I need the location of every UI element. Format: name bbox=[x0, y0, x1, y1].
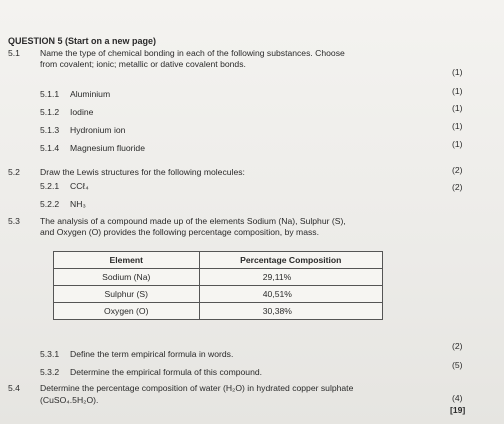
percentage-value: 30,38% bbox=[262, 306, 292, 316]
table-cell-element: Sulphur (S) bbox=[54, 286, 200, 303]
q5-1-4-marks: (1) bbox=[452, 139, 463, 149]
q5-3-2-text: Determine the empirical formula of this compound. bbox=[70, 367, 263, 377]
q5-1-4-text: Magnesium fluoride bbox=[70, 143, 145, 153]
q5-2-1-marks: (2) bbox=[452, 165, 463, 175]
q5-4-number: 5.4 bbox=[8, 383, 20, 393]
q5-2-2-number: 5.2.2 bbox=[40, 199, 60, 209]
q5-2-number: 5.2 bbox=[8, 167, 20, 177]
q5-2-text: Draw the Lewis structures for the following molecules: bbox=[40, 167, 245, 177]
q5-3-1-number: 5.3.1 bbox=[40, 349, 60, 359]
q5-3-1-text: Define the term empirical formula in words. bbox=[70, 349, 234, 359]
q5-4-marks: (4) bbox=[452, 393, 463, 403]
q5-3-2-number: 5.3.2 bbox=[40, 367, 60, 377]
q5-1-1-number: 5.1.1 bbox=[40, 89, 60, 99]
q5-3-line2: and Oxygen (O) provides the following percentage composition, by mass. bbox=[40, 227, 319, 237]
table-header-element: Element bbox=[54, 252, 200, 269]
q5-2-1-number: 5.2.1 bbox=[40, 181, 60, 191]
q5-1-line2: from covalent; ionic; metallic or dative covalent bonds. bbox=[40, 59, 246, 69]
q5-1-2-text: Iodine bbox=[70, 107, 94, 117]
table-row bbox=[54, 269, 383, 286]
table-cell-percentage bbox=[199, 303, 382, 320]
q5-1-3-marks: (1) bbox=[452, 121, 463, 131]
table-header-row bbox=[54, 252, 383, 269]
q5-1-1-text: Aluminium bbox=[70, 89, 111, 99]
q5-3-1-marks: (2) bbox=[452, 341, 463, 351]
composition-table bbox=[53, 251, 383, 320]
q5-1-2-marks: (1) bbox=[452, 103, 463, 113]
question-total: [19] bbox=[450, 405, 466, 415]
percentage-value: 29,11% bbox=[262, 272, 292, 282]
q5-1-1-marks: (1) bbox=[452, 86, 463, 96]
table-cell-element: Oxygen (O) bbox=[54, 303, 200, 320]
q5-3-number: 5.3 bbox=[8, 216, 20, 226]
question-title: QUESTION 5 (Start on a new page) bbox=[8, 36, 157, 46]
q5-1-line1: Name the type of chemical bonding in each of the following substances. Choose bbox=[40, 48, 345, 58]
table-cell-percentage bbox=[199, 269, 382, 286]
q5-3-line1: The analysis of a compound made up of the elements Sodium (Na), Sulphur (S), bbox=[40, 216, 346, 226]
q5-4-line1: Determine the percentage composition of water (H₂O) in hydrated copper sulphate bbox=[40, 383, 354, 393]
q5-1-2-number: 5.1.2 bbox=[40, 107, 60, 117]
q5-1-extra-mark: (1) bbox=[452, 67, 463, 77]
table-cell-percentage bbox=[199, 286, 382, 303]
q5-1-3-text: Hydronium ion bbox=[70, 125, 126, 135]
table-header-percentage: Percentage Composition bbox=[199, 252, 382, 269]
q5-3-2-marks: (5) bbox=[452, 360, 463, 370]
q5-2-1-text: CCℓ₄ bbox=[70, 181, 89, 191]
table-cell-element: Sodium (Na) bbox=[54, 269, 200, 286]
q5-1-number: 5.1 bbox=[8, 48, 20, 58]
q5-2-2-marks: (2) bbox=[452, 182, 463, 192]
percentage-value: 40,51% bbox=[262, 289, 292, 299]
table-row bbox=[54, 286, 383, 303]
q5-4-line2: (CuSO₄.5H₂O). bbox=[40, 395, 99, 405]
q5-1-4-number: 5.1.4 bbox=[40, 143, 60, 153]
table-row bbox=[54, 303, 383, 320]
q5-1-3-number: 5.1.3 bbox=[40, 125, 60, 135]
q5-2-2-text: NH₃ bbox=[70, 199, 86, 209]
